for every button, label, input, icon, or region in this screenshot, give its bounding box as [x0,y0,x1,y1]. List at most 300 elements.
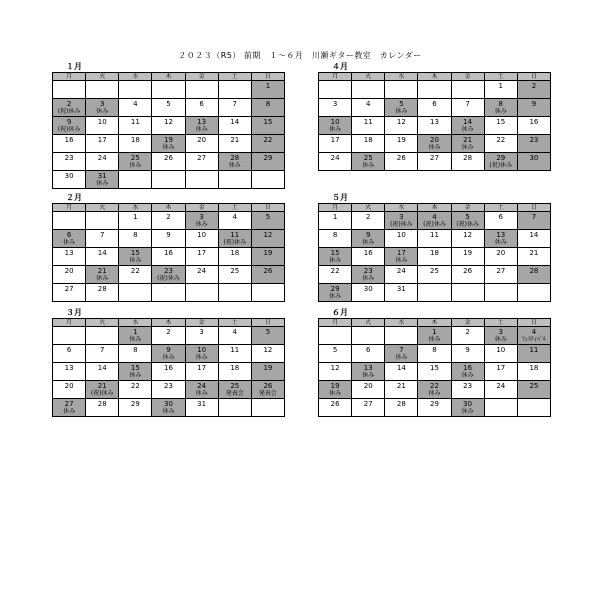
day-cell [218,212,251,230]
weekday-header-row [319,73,551,81]
day-number: 2 [66,100,72,108]
week-row [319,248,551,266]
day-number: 6 [432,100,437,108]
day-number: 14 [97,249,107,257]
day-number: 25 [130,154,140,162]
day-number: 9 [465,346,470,354]
day-number: 5 [465,213,470,221]
weekday-header: 火 [86,319,119,327]
day-number: 27 [64,400,74,408]
day-number: 22 [130,267,140,275]
day-number: 12 [330,364,340,372]
day-cell [352,327,385,345]
day-cell [152,171,185,189]
day-cell [484,345,517,363]
weekday-header: 日 [517,204,550,212]
week-row [319,99,551,117]
week-row [319,153,551,171]
day-cell [319,230,352,248]
week-row [319,117,551,135]
day-cell [119,212,152,230]
day-cell [319,327,352,345]
day-cell [352,230,385,248]
day-number: 15 [130,364,140,372]
week-row [319,284,551,302]
day-cell [218,171,251,189]
day-cell [319,117,352,135]
day-number: 23 [529,136,539,144]
weekday-header: 金 [185,204,218,212]
day-cell [152,117,185,135]
day-number: 17 [97,136,107,144]
day-cell [251,266,284,284]
day-note: 休み [395,354,408,361]
weekday-header-row [53,204,285,212]
day-number: 28 [529,267,539,275]
day-cell [319,399,352,417]
day-cell [185,230,218,248]
day-cell [251,284,284,302]
day-cell [418,99,451,117]
day-cell [185,212,218,230]
day-cell [451,284,484,302]
day-cell [86,117,119,135]
week-row [319,327,551,345]
day-number: 26 [330,400,340,408]
calendar-table [52,72,285,189]
day-note: 休み [494,108,507,115]
day-cell [385,266,418,284]
weekday-header: 金 [185,73,218,81]
day-note: 休み [461,408,474,415]
weekday-header-row [319,204,551,212]
day-cell [152,99,185,117]
calendar-table [318,203,551,302]
day-number: 18 [529,364,539,372]
day-note: (祝)休み [456,221,479,228]
day-number: 1 [265,82,271,90]
day-note: ﾌｪｽﾃｨﾊﾞﾙ [521,336,546,343]
weekday-header-row [53,73,285,81]
week-row [53,212,285,230]
day-number: 21 [463,136,473,144]
calendar-table [318,318,551,417]
day-number: 11 [230,231,240,239]
day-cell [185,171,218,189]
day-number: 4 [432,213,437,221]
day-note: 休み [96,180,109,187]
day-note: 発表会 [258,390,277,397]
day-number: 10 [197,346,207,354]
day-cell [319,266,352,284]
day-number: 9 [531,100,537,108]
day-number: 24 [330,154,340,162]
day-cell [218,153,251,171]
day-number: 21 [97,267,107,275]
day-cell [418,345,451,363]
day-cell [185,363,218,381]
day-number: 22 [496,136,506,144]
week-row [53,345,285,363]
week-row [319,399,551,417]
day-number: 13 [64,364,74,372]
weekday-header: 月 [53,204,86,212]
day-cell [119,345,152,363]
day-number: 19 [330,382,340,390]
day-number: 5 [166,100,171,108]
day-cell [53,248,86,266]
day-cell [185,266,218,284]
day-cell [218,117,251,135]
day-cell [119,153,152,171]
day-number: 29 [130,400,140,408]
day-cell [251,248,284,266]
day-cell [119,381,152,399]
day-note: 休み [494,239,507,246]
day-cell [86,363,119,381]
day-number: 31 [97,172,107,180]
day-note: 休み [362,162,375,169]
day-cell [152,399,185,417]
week-row [53,248,285,266]
month-label: ３月 [66,308,82,317]
day-cell [185,117,218,135]
day-cell [484,135,517,153]
day-cell [451,327,484,345]
day-number: 6 [365,346,371,354]
day-cell [418,153,451,171]
day-cell [152,81,185,99]
day-cell [319,381,352,399]
day-number: 3 [99,100,105,108]
day-number: 22 [130,382,140,390]
weekday-header: 月 [319,204,352,212]
day-number: 16 [164,249,173,257]
day-number: 30 [463,400,473,408]
day-cell [451,381,484,399]
day-number: 14 [97,364,107,372]
page-title: ２０２３（R5） 前期 １～６月 川瀬ギター教室 カレンダー [178,51,422,60]
day-number: 15 [330,249,340,257]
day-number: 14 [396,364,406,372]
day-number: 25 [363,154,373,162]
weekday-header: 金 [451,319,484,327]
day-cell [451,212,484,230]
day-cell [119,99,152,117]
day-cell [385,99,418,117]
day-cell [385,212,418,230]
day-cell [86,230,119,248]
week-row [319,81,551,99]
day-cell [119,135,152,153]
month-label: ２月 [66,193,82,202]
day-cell [53,284,86,302]
day-cell [352,284,385,302]
week-row [319,363,551,381]
day-cell [119,327,152,345]
day-cell [119,266,152,284]
week-row [53,81,285,99]
day-note: (祝)休み [57,126,81,133]
day-number: 11 [430,231,439,239]
weekday-header-row [53,319,285,327]
day-cell [152,381,185,399]
day-number: 15 [263,118,273,126]
day-number: 7 [531,213,537,221]
day-number: 1 [133,213,138,221]
day-number: 1 [133,328,138,336]
day-number: 12 [263,346,273,354]
day-cell [484,284,517,302]
day-number: 1 [332,213,338,221]
day-cell [319,248,352,266]
day-cell [352,381,385,399]
day-note: 休み [129,336,142,343]
day-number: 15 [430,364,439,372]
day-cell [418,212,451,230]
day-number: 12 [396,118,406,126]
day-note: 休み [63,408,76,415]
day-number: 22 [263,136,273,144]
day-cell [484,212,517,230]
day-cell [218,230,251,248]
day-cell [218,399,251,417]
day-cell [418,284,451,302]
weekday-header: 火 [86,204,119,212]
day-note: (祝)休み [423,221,446,228]
day-number: 13 [64,249,74,257]
day-cell [319,212,352,230]
day-note: 休み [329,126,342,133]
day-cell [385,327,418,345]
day-number: 8 [498,100,503,108]
day-note: (祝)休み [223,239,247,246]
weekday-header: 火 [352,204,385,212]
day-cell [119,171,152,189]
day-cell [53,381,86,399]
day-cell [319,81,352,99]
day-number: 25 [230,267,240,275]
day-cell [185,327,218,345]
day-number: 30 [164,400,173,408]
week-row [319,230,551,248]
day-number: 4 [531,328,537,336]
day-cell [251,135,284,153]
day-cell [352,345,385,363]
day-note: 休み [195,390,208,397]
day-number: 4 [365,100,371,108]
day-number: 6 [66,346,72,354]
weekday-header: 水 [119,204,152,212]
month-label: ６月 [332,308,348,317]
day-number: 19 [263,249,273,257]
weekday-header: 木 [152,319,185,327]
day-cell [352,266,385,284]
day-cell [352,81,385,99]
day-cell [218,81,251,99]
day-note: 休み [129,162,142,169]
week-row [319,212,551,230]
day-cell [517,212,550,230]
day-cell [385,381,418,399]
day-note: 休み [494,336,507,343]
day-number: 16 [529,118,539,126]
day-note: 休み [395,108,408,115]
day-number: 28 [97,285,107,293]
day-note: 休み [428,336,441,343]
day-number: 25 [230,382,240,390]
day-cell [185,345,218,363]
weekday-header: 日 [517,73,550,81]
day-number: 24 [197,382,207,390]
week-row [53,117,285,135]
day-note: 休み [96,108,109,115]
day-number: 27 [197,154,207,162]
day-number: 29 [263,154,273,162]
day-cell [385,135,418,153]
day-cell [517,284,550,302]
day-number: 20 [496,249,506,257]
day-cell [53,117,86,135]
day-number: 9 [166,346,171,354]
day-cell [86,171,119,189]
day-number: 23 [363,267,373,275]
day-cell [484,363,517,381]
day-cell [185,248,218,266]
day-number: 9 [166,231,171,239]
day-number: 16 [363,249,373,257]
day-number: 4 [232,213,237,221]
day-cell [385,117,418,135]
day-number: 18 [230,364,240,372]
day-cell [218,135,251,153]
day-cell [517,327,550,345]
day-number: 23 [463,382,473,390]
day-number: 10 [496,346,506,354]
day-cell [418,135,451,153]
day-cell [517,363,550,381]
day-cell [185,81,218,99]
day-number: 14 [529,231,539,239]
day-number: 10 [330,118,340,126]
weekday-header: 木 [418,319,451,327]
day-number: 22 [330,267,340,275]
day-cell [119,81,152,99]
day-cell [152,345,185,363]
day-number: 26 [463,267,473,275]
day-number: 16 [64,136,74,144]
week-row [53,284,285,302]
week-row [53,363,285,381]
day-number: 29 [330,285,340,293]
day-cell [418,399,451,417]
day-cell [251,230,284,248]
day-number: 13 [430,118,439,126]
day-number: 13 [496,231,506,239]
day-cell [218,363,251,381]
day-note: (祝)休み [390,221,413,228]
day-cell [119,363,152,381]
day-cell [451,153,484,171]
day-cell [86,381,119,399]
day-number: 22 [430,382,439,390]
day-number: 11 [230,346,240,354]
day-cell [484,81,517,99]
day-cell [517,230,550,248]
day-note: 休み [461,126,474,133]
day-cell [319,135,352,153]
day-cell [484,327,517,345]
month-june [318,308,551,417]
weekday-header: 土 [218,204,251,212]
day-number: 13 [197,118,207,126]
day-cell [251,171,284,189]
day-number: 19 [463,249,473,257]
day-number: 4 [133,100,138,108]
day-cell [352,117,385,135]
day-cell [53,81,86,99]
day-note: 休み [329,390,342,397]
day-number: 21 [396,382,406,390]
day-number: 11 [529,346,539,354]
week-row [53,327,285,345]
day-cell [218,248,251,266]
day-cell [152,212,185,230]
weekday-header: 土 [218,73,251,81]
day-number: 1 [498,82,503,90]
day-number: 6 [498,213,503,221]
day-number: 3 [332,100,338,108]
day-cell [517,266,550,284]
day-number: 5 [265,328,271,336]
day-cell [319,284,352,302]
day-cell [53,99,86,117]
day-cell [517,153,550,171]
day-number: 10 [197,231,207,239]
day-cell [418,381,451,399]
weekday-header: 日 [517,319,550,327]
day-cell [319,363,352,381]
day-number: 3 [399,213,404,221]
day-note: 休み [461,372,474,379]
month-january [52,62,285,189]
weekday-header: 月 [319,73,352,81]
day-cell [517,81,550,99]
day-number: 6 [199,100,204,108]
day-cell [352,363,385,381]
day-number: 19 [396,136,406,144]
day-note: 休み [461,144,474,151]
day-cell [484,230,517,248]
day-cell [352,153,385,171]
day-cell [451,399,484,417]
day-cell [185,399,218,417]
day-cell [517,248,550,266]
day-cell [218,345,251,363]
day-number: 19 [263,364,273,372]
day-cell [418,81,451,99]
day-cell [352,399,385,417]
day-number: 20 [64,382,74,390]
day-number: 21 [230,136,240,144]
day-number: 9 [365,231,371,239]
day-cell [385,248,418,266]
day-number: 7 [465,100,470,108]
day-cell [152,230,185,248]
day-cell [119,399,152,417]
day-cell [86,212,119,230]
day-number: 6 [66,231,72,239]
